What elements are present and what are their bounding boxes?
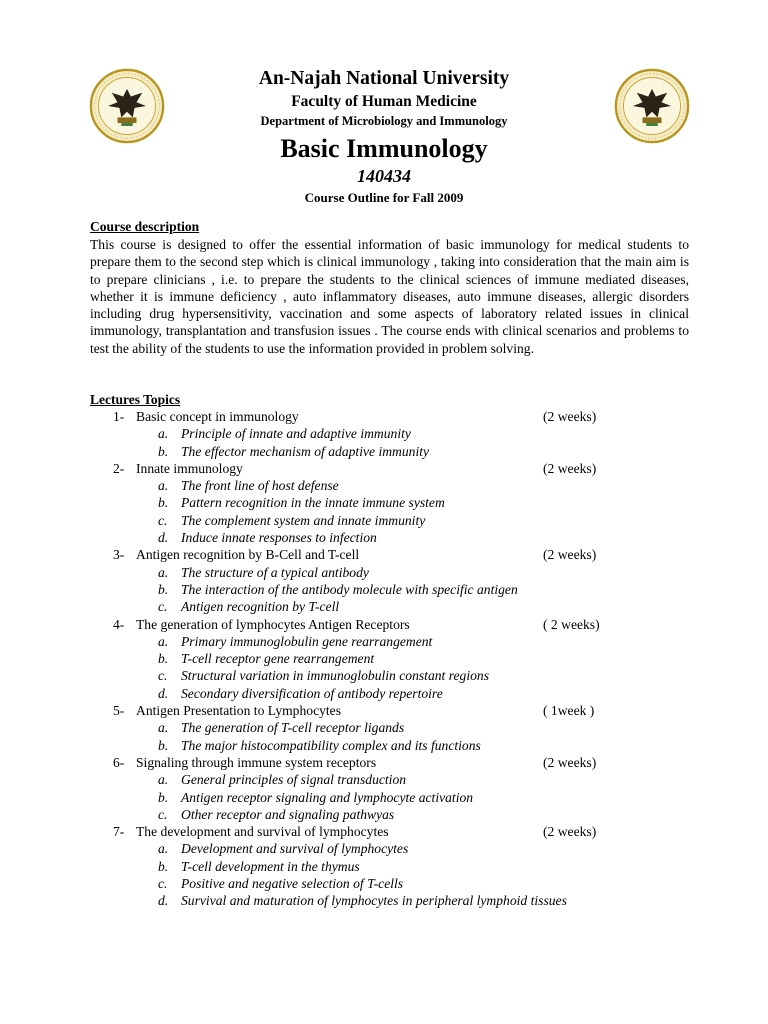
subtopic-letter: b. — [158, 737, 169, 753]
subtopic-letter: a. — [158, 564, 169, 580]
topic-number: 3- — [113, 547, 125, 563]
subtopic-row — [0, 875, 768, 892]
subtopic-row — [0, 633, 768, 650]
subtopic-text: Development and survival of lymphocytes — [181, 841, 409, 857]
subtopic-row — [0, 789, 768, 806]
subtopic-text: Positive and negative selection of T-cells — [181, 876, 404, 892]
subtopic-row — [0, 512, 768, 529]
subtopic-row — [0, 494, 768, 511]
subtopic-row — [0, 858, 768, 875]
subtopic-text: The structure of a typical antibody — [181, 564, 369, 580]
subtopic-letter: b. — [158, 789, 169, 805]
topic-duration: (2 weeks) — [543, 547, 597, 563]
subtopic-row — [0, 892, 768, 909]
topic-title: Signaling through immune system receptors — [136, 754, 377, 770]
topic-duration: ( 1week ) — [543, 703, 595, 719]
topic-title: Innate immunology — [136, 460, 243, 476]
subtopic-text: T-cell development in the thymus — [181, 858, 360, 874]
topic-row — [0, 754, 768, 771]
subtopic-letter: d. — [158, 893, 169, 909]
subtopic-text: The front line of host defense — [181, 478, 339, 494]
subtopic-text: T-cell receptor gene rearrangement — [181, 651, 375, 667]
course-title: Basic Immunology — [280, 134, 488, 163]
document-header — [0, 67, 768, 207]
department-name: Department of Microbiology and Immunology — [260, 114, 508, 128]
topic-number: 4- — [113, 616, 125, 632]
topic-title: The development and survival of lymphocytes — [136, 824, 389, 840]
subtopic-text: The effector mechanism of adaptive immunity — [181, 443, 430, 459]
topic-row — [0, 702, 768, 719]
subtopic-row — [0, 650, 768, 667]
topic-duration: (2 weeks) — [543, 754, 597, 770]
subtopic-text: Induce innate responses to infection — [181, 530, 377, 546]
subtopic-letter: a. — [158, 841, 169, 857]
subtopic-letter: d. — [158, 530, 169, 546]
topic-duration: (2 weeks) — [543, 824, 597, 840]
faculty-name: Faculty of Human Medicine — [291, 93, 477, 110]
subtopic-row — [0, 737, 768, 754]
topic-number: 7- — [113, 824, 125, 840]
subtopic-letter: c. — [158, 599, 168, 615]
subtopic-letter: a. — [158, 478, 169, 494]
subtopic-letter: a. — [158, 772, 169, 788]
topic-number: 1- — [113, 409, 125, 424]
subtopic-text: General principles of signal transduction — [181, 772, 407, 788]
lectures-topics-heading: Lectures Topics — [90, 392, 181, 407]
topic-title: Basic concept in immunology — [136, 409, 299, 424]
subtopic-text: Secondary diversification of antibody repertoire — [181, 685, 443, 701]
topic-number: 5- — [113, 703, 125, 719]
course-description-heading: Course description — [90, 219, 200, 234]
subtopic-row — [0, 667, 768, 684]
subtopic-row — [0, 806, 768, 823]
topic-number: 2- — [113, 460, 125, 476]
subtopic-letter: b. — [158, 443, 169, 459]
subtopic-row — [0, 685, 768, 702]
topic-number: 6- — [113, 754, 125, 770]
topic-row — [0, 408, 768, 425]
course-outline-term: Course Outline for Fall 2009 — [304, 190, 464, 205]
subtopic-text: Structural variation in immunoglobulin constant regions — [181, 668, 489, 684]
subtopic-row — [0, 443, 768, 460]
subtopic-letter: c. — [158, 876, 168, 892]
lecture-topics-list — [0, 408, 768, 910]
subtopic-row — [0, 529, 768, 546]
subtopic-letter: b. — [158, 495, 169, 511]
topic-title: The generation of lymphocytes Antigen Receptors — [136, 616, 410, 632]
topic-row — [0, 460, 768, 477]
subtopic-text: The interaction of the antibody molecule with specific antigen — [181, 581, 518, 597]
subtopic-text: The complement system and innate immunity — [181, 512, 426, 528]
subtopic-letter: b. — [158, 858, 169, 874]
subtopic-text: Primary immunoglobulin gene rearrangement — [181, 633, 433, 649]
subtopic-letter: a. — [158, 426, 169, 442]
subtopic-row — [0, 477, 768, 494]
subtopic-text: Pattern recognition in the innate immune system — [181, 495, 445, 511]
topic-row — [0, 546, 768, 563]
subtopic-row — [0, 564, 768, 581]
subtopic-letter: c. — [158, 512, 168, 528]
subtopic-letter: c. — [158, 806, 168, 822]
topic-title: Antigen recognition by B-Cell and T-cell — [136, 547, 360, 563]
subtopic-row — [0, 719, 768, 736]
subtopic-letter: c. — [158, 668, 168, 684]
topic-duration: (2 weeks) — [543, 409, 597, 424]
subtopic-letter: d. — [158, 685, 169, 701]
subtopic-row — [0, 581, 768, 598]
subtopic-text: Antigen recognition by T-cell — [181, 599, 340, 615]
subtopic-text: The generation of T-cell receptor ligands — [181, 720, 405, 736]
subtopic-row — [0, 840, 768, 857]
topic-duration: ( 2 weeks) — [543, 616, 600, 632]
subtopic-letter: b. — [158, 581, 169, 597]
subtopic-row — [0, 425, 768, 442]
subtopic-letter: a. — [158, 720, 169, 736]
topic-row — [0, 823, 768, 840]
subtopic-text: Other receptor and signaling pathwyas — [181, 806, 395, 822]
subtopic-text: The major histocompatibility complex and its functions — [181, 737, 481, 753]
subtopic-row — [0, 771, 768, 788]
subtopic-text: Antigen receptor signaling and lymphocyte activation — [181, 789, 474, 805]
course-code: 140434 — [357, 166, 411, 186]
course-description-text: This course is designed to offer the essential information of basic immunology for medical students to prepare them to the second step which is clinical immunology , taking into consideration that the main aim is to prepare clinicians , i.e. to prepare the students to the clinical sciences of immune mediated diseases, whether it is immune deficiency , auto inflammatory diseases, auto immune diseases, allergic disorders including drug hypersensitivity, vaccination and some aspects of laboratory related issues in clinical immunology, transplantation and transfusion issues . The course ends with clinical scenarios and problems to test the ability of the students to use the information provided in problem solving. — [90, 237, 689, 356]
university-name: An-Najah National University — [258, 68, 510, 89]
topic-title: Antigen Presentation to Lymphocytes — [136, 703, 342, 719]
topic-row — [0, 616, 768, 633]
subtopic-letter: b. — [158, 651, 169, 667]
topic-duration: (2 weeks) — [543, 460, 597, 476]
subtopic-letter: a. — [158, 633, 169, 649]
subtopic-row — [0, 598, 768, 615]
subtopic-text: Survival and maturation of lymphocytes in peripheral lymphoid tissues — [181, 893, 567, 909]
subtopic-text: Principle of innate and adaptive immunity — [181, 426, 411, 442]
